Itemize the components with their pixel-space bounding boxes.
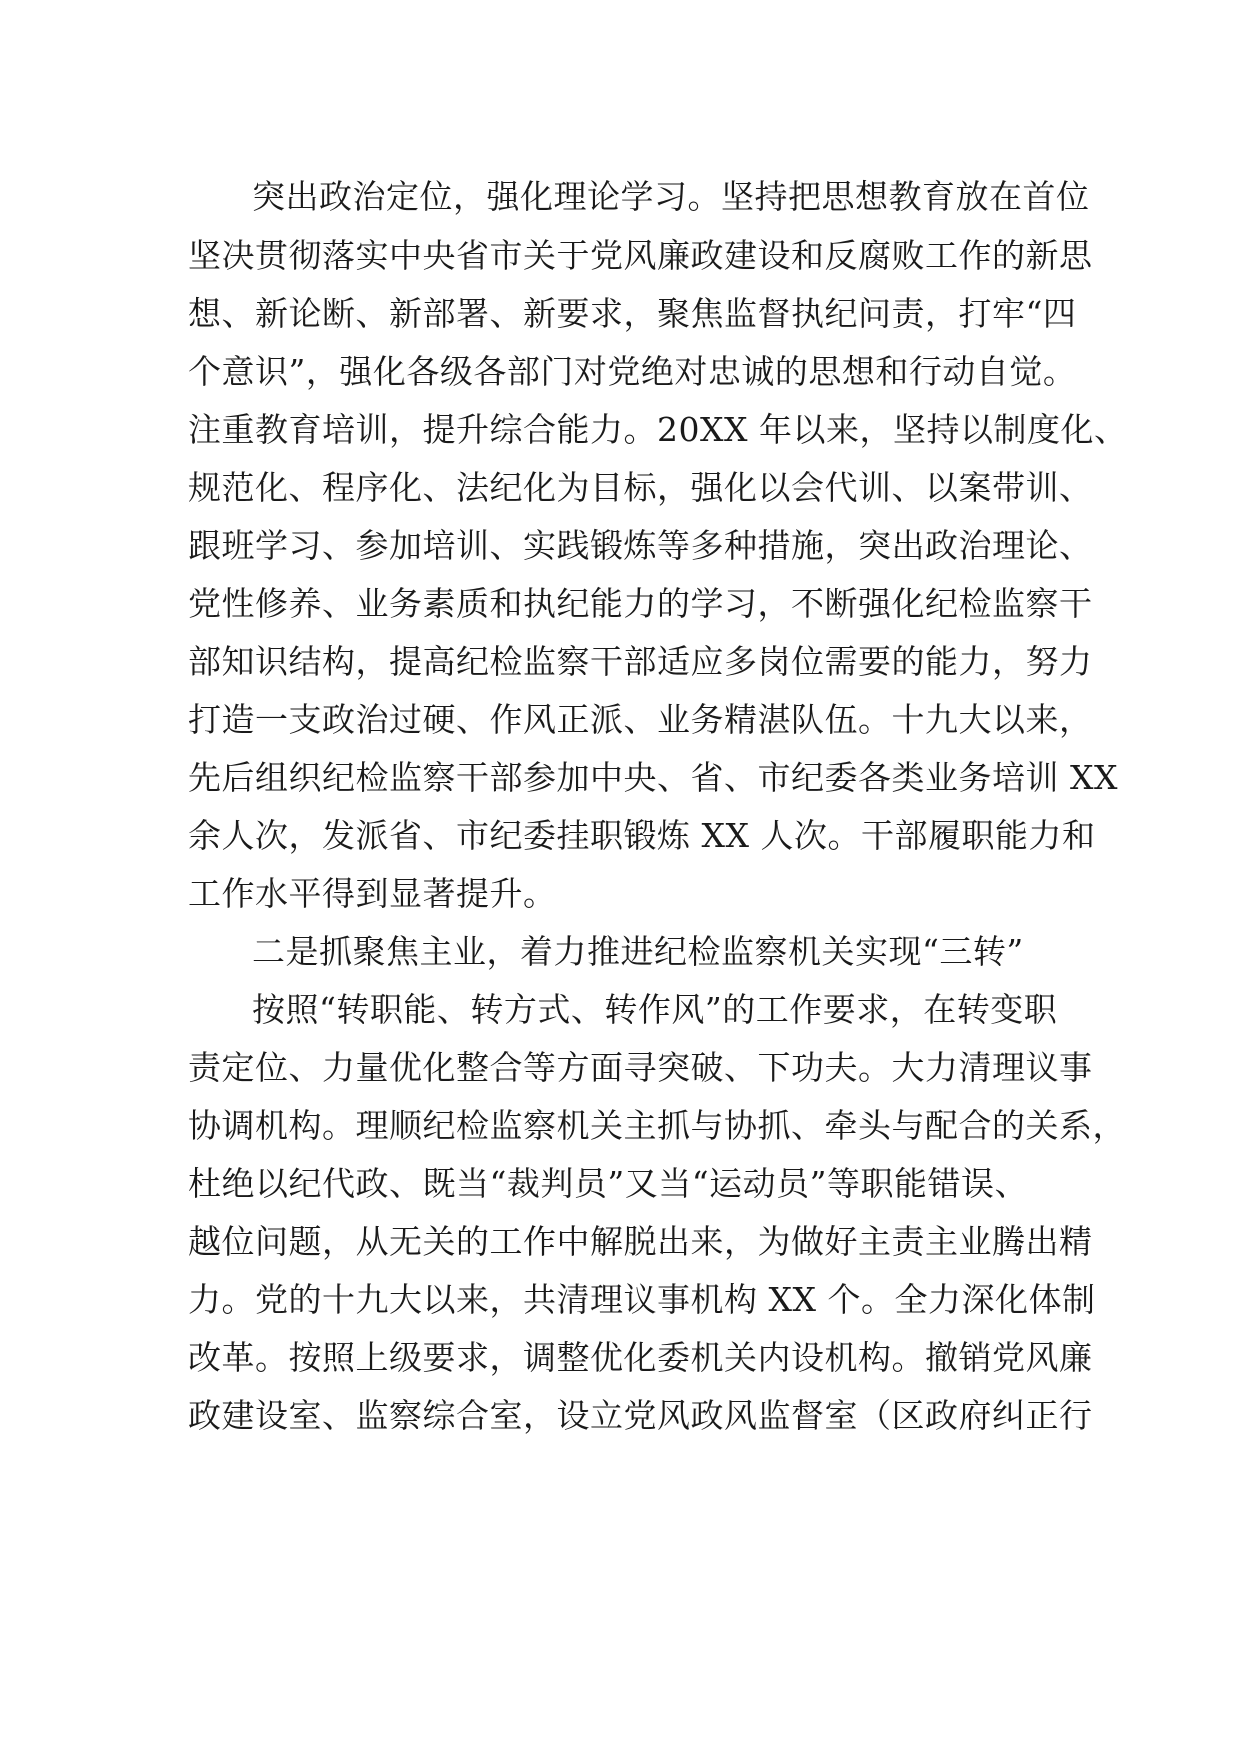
- text-line: 杜绝以纪代政、既当“裁判员”又当“运动员”等职能错误、: [188, 1164, 1028, 1203]
- text-line: 协调机构。理顺纪检监察机关主抓与协抓、牵头与配合的关系，: [188, 1106, 1126, 1145]
- text-line: 突出政治定位，强化理论学习。坚持把思想教育放在首位: [252, 177, 1090, 216]
- text-line: 责定位、力量优化整合等方面寻突破、下功夫。大力清理议事: [188, 1048, 1093, 1087]
- text-line: 跟班学习、参加培训、实践锻炼等多种措施，突出政治理论、: [188, 526, 1093, 565]
- text-line: 按照“转职能、转方式、转作风”的工作要求，在转变职: [252, 990, 1058, 1029]
- text-line: 工作水平得到显著提升。: [188, 874, 557, 913]
- text-line: 党性修养、业务素质和执纪能力的学习，不断强化纪检监察干: [188, 584, 1093, 623]
- text-line: 坚决贯彻落实中央省市关于党风廉政建设和反腐败工作的新思: [188, 236, 1093, 275]
- text-line: 政建设室、监察综合室，设立党风政风监督室（区政府纠正行: [188, 1396, 1093, 1435]
- text-line: 打造一支政治过硬、作风正派、业务精湛队伍。十九大以来，: [188, 700, 1093, 739]
- text-line: 部知识结构，提高纪检监察干部适应多岗位需要的能力，努力: [188, 642, 1093, 681]
- text-line: 越位问题，从无关的工作中解脱出来，为做好主责主业腾出精: [188, 1222, 1093, 1261]
- text-line: 改革。按照上级要求，调整优化委机关内设机构。撤销党风廉: [188, 1338, 1093, 1377]
- text-line: 想、新论断、新部署、新要求，聚焦监督执纪问责，打牢“四: [188, 294, 1077, 333]
- section-heading: 二是抓聚焦主业，着力推进纪检监察机关实现“三转”: [252, 932, 1024, 971]
- text-line: 个意识”，强化各级各部门对党绝对忠诚的思想和行动自觉。: [188, 352, 1077, 391]
- text-line: 先后组织纪检监察干部参加中央、省、市纪委各类业务培训 XX: [188, 758, 1118, 797]
- text-line: 余人次，发派省、市纪委挂职锻炼 XX 人次。干部履职能力和: [188, 816, 1096, 855]
- text-line: 规范化、程序化、法纪化为目标，强化以会代训、以案带训、: [188, 468, 1093, 507]
- text-line: 注重教育培训，提升综合能力。20XX 年以来，坚持以制度化、: [188, 410, 1128, 449]
- text-line: 力。党的十九大以来，共清理议事机构 XX 个。全力深化体制: [188, 1280, 1096, 1319]
